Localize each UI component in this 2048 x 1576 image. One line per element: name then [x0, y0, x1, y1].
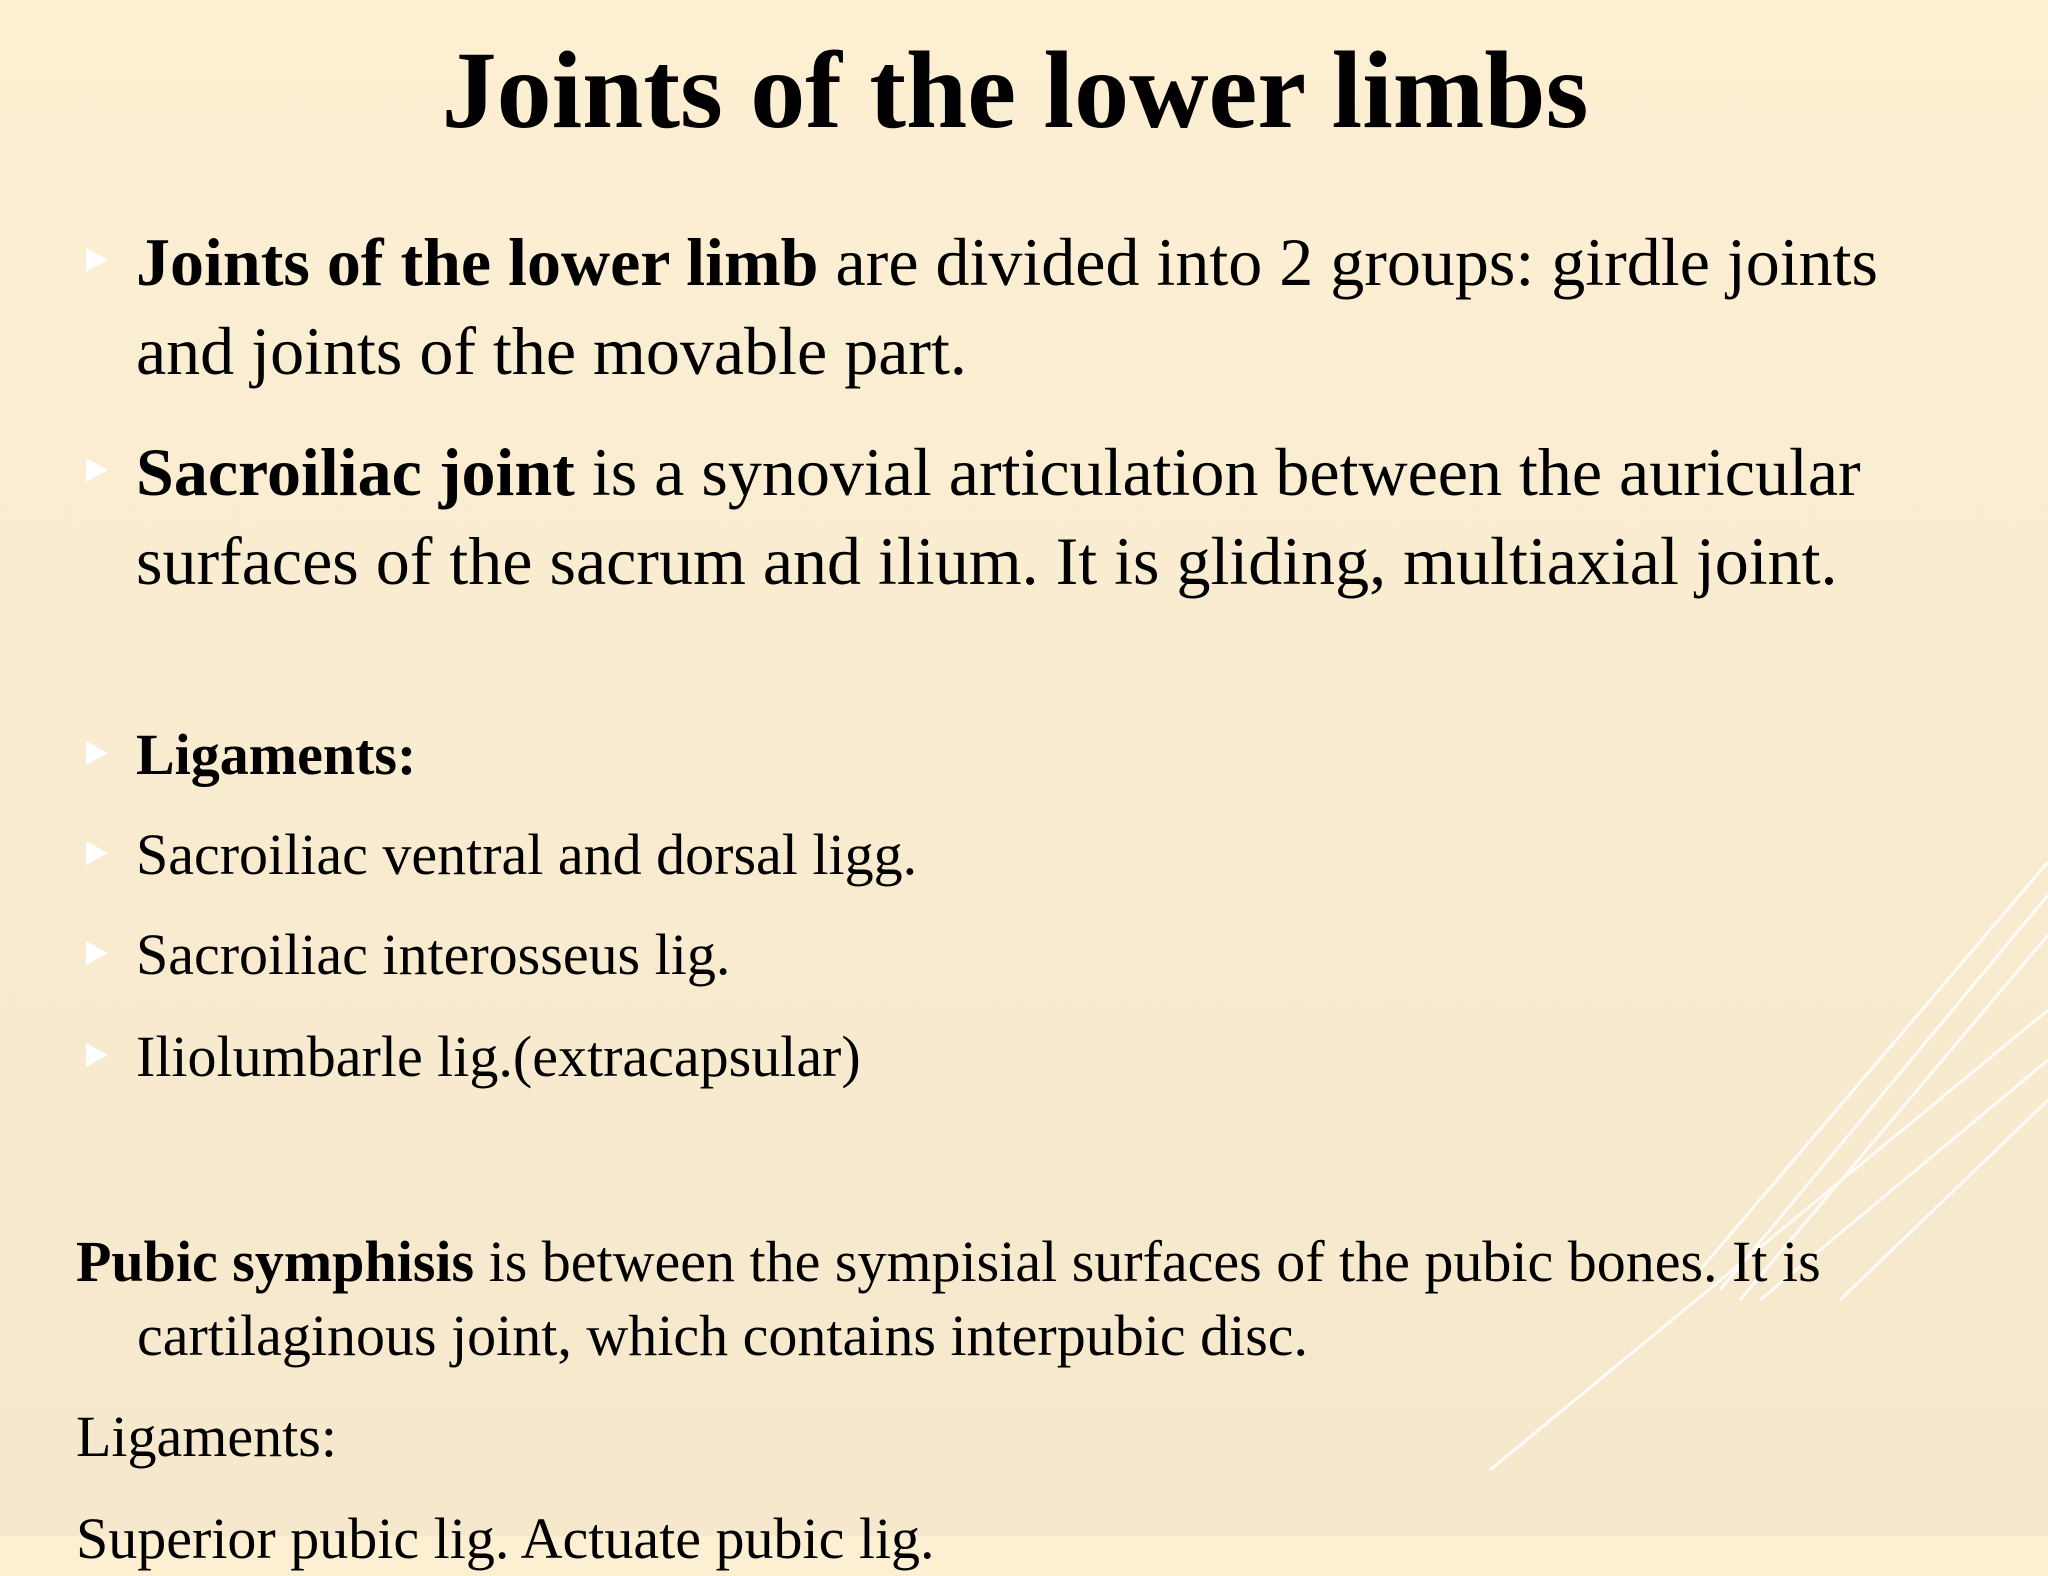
bullet-sacroiliac-ventral-dorsal: [136, 818, 1936, 892]
bullet-joints-groups: [136, 218, 1936, 396]
bullet-bold-term: Joints of the lower limb: [136, 224, 819, 300]
bullet-text: Sacroiliac interosseus lig.: [136, 922, 731, 987]
slide-title: Joints of the lower limbs: [441, 29, 1589, 151]
bullet-arrow-icon: [86, 458, 108, 482]
bullet-text: Iliolumbarle lig.(extracapsular): [136, 1024, 861, 1089]
bullet-arrow-icon: [86, 941, 108, 965]
pubic-text: is between the sympisial surfaces of the pubic bones. It is cartilaginous joint, which contains interpubic disc.: [137, 1229, 1821, 1368]
bullet-arrow-icon: [86, 248, 108, 272]
bullet-text: Sacroiliac ventral and dorsal ligg.: [136, 822, 918, 887]
bullet-sacroiliac-interosseus: [136, 918, 1936, 992]
bullet-text: are divided into 2 groups: girdle joints and joints of the movable part.: [136, 224, 1879, 389]
ligaments-label: Ligaments:: [76, 1404, 337, 1469]
pubic-bold-term: Pubic symphisis: [76, 1229, 475, 1294]
bullet-iliolumbar: [136, 1020, 1936, 1094]
bullet-ligaments-heading: [136, 718, 1936, 792]
bullet-bold-term: Sacroiliac joint: [136, 434, 575, 510]
bullet-arrow-icon: [86, 1043, 108, 1067]
bullet-text: is a synovial articulation between the auricular surfaces of the sacrum and ilium. It is gliding, multiaxial joint.: [136, 434, 1861, 599]
bullet-sacroiliac-joint: [136, 428, 1936, 606]
pubic-ligaments-line: Superior pubic lig. Actuate pubic lig.: [76, 1506, 935, 1571]
bullet-arrow-icon: [86, 841, 108, 865]
bullet-arrow-icon: [86, 741, 108, 765]
pubic-symphisis-paragraph: [76, 1225, 2037, 1373]
bullet-bold-term: Ligaments:: [136, 722, 417, 787]
